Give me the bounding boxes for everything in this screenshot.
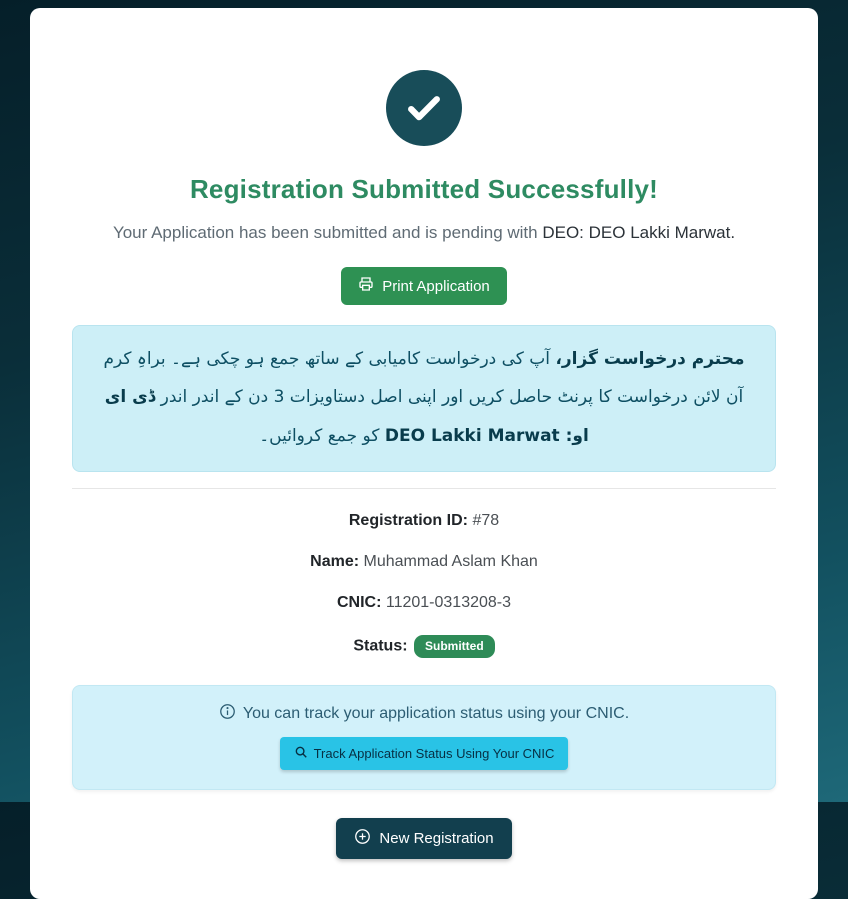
- notice-body-2: کو جمع کروائیں۔: [259, 425, 380, 446]
- info-icon: [219, 703, 236, 725]
- status-badge: Submitted: [414, 635, 495, 658]
- tracking-info-box: [72, 685, 776, 790]
- track-button-label: Track Application Status Using Your CNIC: [313, 745, 555, 761]
- new-registration-label: New Registration: [379, 829, 494, 847]
- subtitle: [72, 223, 776, 243]
- printer-icon: [358, 276, 374, 296]
- registration-id-row: [72, 512, 776, 530]
- new-registration-button[interactable]: [336, 818, 511, 859]
- notice-body-1: آپ کی درخواست کامیابی کے ساتھ جمع ہو چکی ہے۔ براہِ کرم آن لائن درخواست کا پرنٹ حاصل کریں اور اپنی اصل دستاویزات 3 دن کے اندر اندر: [103, 349, 744, 408]
- name-row: [72, 553, 776, 571]
- tracking-info-line: [219, 703, 629, 725]
- search-icon: [294, 745, 308, 762]
- print-button-label: Print Application: [382, 277, 490, 295]
- registration-id-label: Registration ID:: [348, 511, 468, 529]
- subtitle-text: Your Application has been submitted and is pending with: [112, 223, 538, 242]
- name-value: Muhammad Aslam Khan: [363, 552, 538, 570]
- success-check-icon: [386, 70, 462, 146]
- subtitle-deo: DEO: DEO Lakki Marwat.: [542, 223, 736, 242]
- notice-deo: ڈی ای او: DEO Lakki Marwat: [104, 387, 589, 446]
- cnic-row: [72, 594, 776, 612]
- urdu-notice-box: [72, 325, 776, 472]
- print-application-button[interactable]: [341, 267, 507, 305]
- name-label: Name:: [310, 552, 360, 570]
- tracking-info-text: You can track your application status using your CNIC.: [242, 704, 630, 722]
- track-status-button[interactable]: [280, 737, 569, 770]
- status-label: Status:: [353, 637, 408, 655]
- cnic-label: CNIC:: [336, 593, 382, 611]
- plus-circle-icon: [354, 828, 371, 849]
- success-card: [30, 8, 818, 899]
- cnic-value: 11201-0313208-3: [385, 593, 512, 611]
- registration-id-value: #78: [472, 511, 500, 529]
- status-row: [72, 635, 776, 658]
- check-icon: [402, 86, 446, 130]
- divider: [72, 488, 776, 489]
- notice-greeting: محترم درخواست گزار،: [555, 349, 745, 369]
- page-title: Registration Submitted Successfully!: [189, 174, 659, 204]
